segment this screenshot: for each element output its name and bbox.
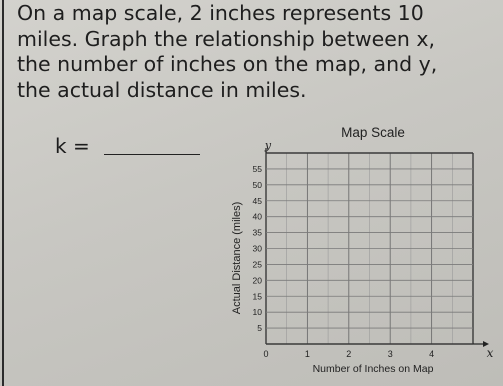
- x-tick-label: 3: [387, 349, 393, 359]
- y-tick-label: 30: [252, 243, 262, 254]
- x-axis-symbol: x: [486, 346, 494, 360]
- y-tick-label: 15: [252, 291, 262, 302]
- y-axis-symbol: y: [264, 139, 272, 152]
- y-tick-label: 10: [252, 307, 262, 318]
- y-tick-label: 35: [252, 227, 262, 238]
- y-axis-label: Actual Distance (miles): [231, 201, 243, 315]
- y-tick-label: 50: [252, 179, 262, 190]
- axis-arrows: [266, 148, 489, 347]
- question-line: the number of inches on the map, and y,: [17, 52, 438, 76]
- y-tick-label: 55: [252, 163, 262, 174]
- question-line: the actual distance in miles.: [17, 77, 307, 102]
- tick-labels: [253, 164, 435, 359]
- grid: [266, 153, 473, 344]
- y-tick-label: 25: [252, 259, 262, 270]
- x-tick-label: 2: [346, 349, 352, 359]
- x-tick-label: 4: [429, 349, 435, 359]
- question-line: On a map scale, 2 inches represents 10: [17, 1, 424, 25]
- y-tick-label: 45: [252, 195, 262, 206]
- k-label: k =: [55, 134, 90, 158]
- chart-title: Map Scale: [341, 125, 405, 140]
- question-line: miles. Graph the relationship between x,: [17, 26, 436, 51]
- y-tick-label: 5: [257, 323, 262, 334]
- y-tick-label: 40: [252, 211, 262, 222]
- x-tick-label: 1: [304, 349, 310, 359]
- x-tick-label: 0: [263, 349, 269, 359]
- x-axis-label: Number of Inches on Map: [312, 363, 434, 375]
- y-tick-label: 20: [252, 275, 262, 286]
